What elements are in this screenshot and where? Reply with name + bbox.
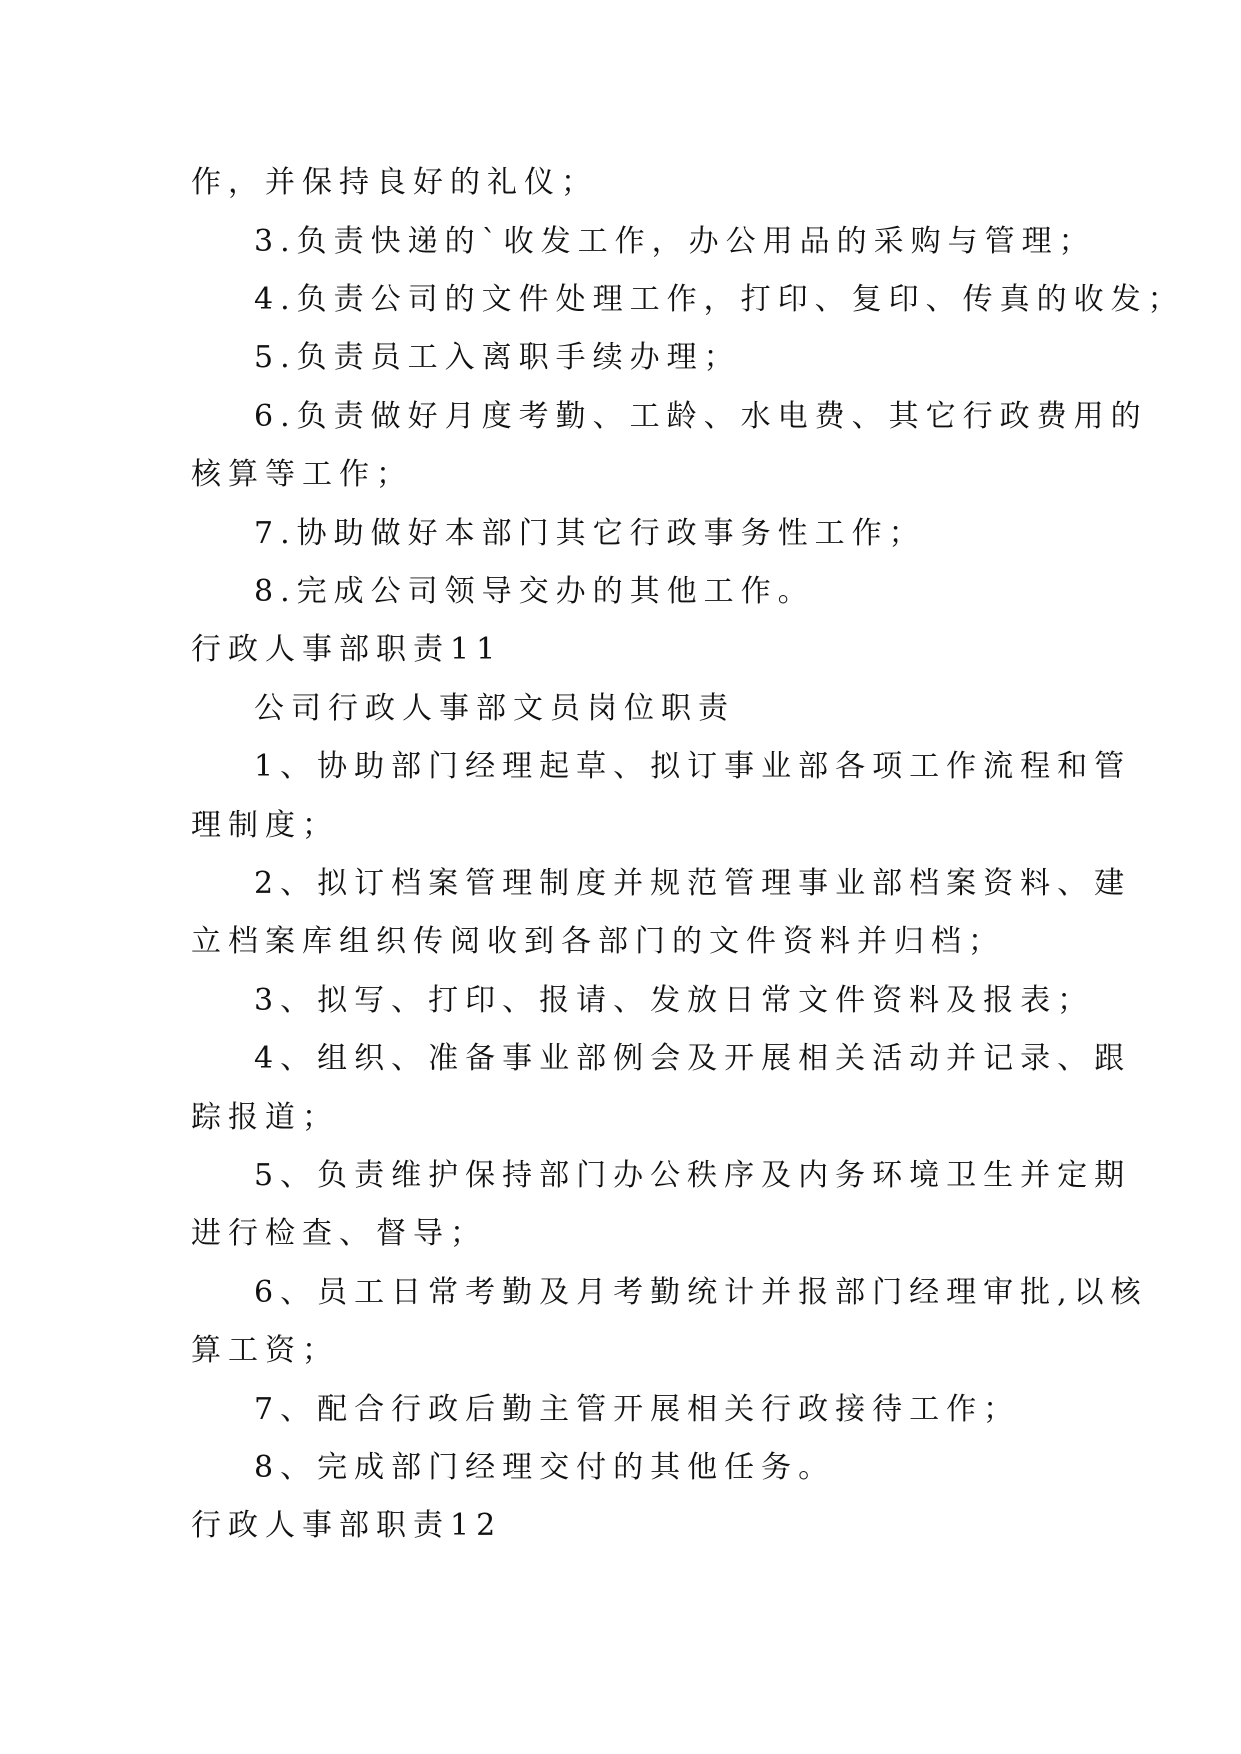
section-heading: 行政人事部职责12 [191, 1508, 503, 1543]
list-item: 2、拟订档案管理制度并规范管理事业部档案资料、建 [254, 866, 1132, 901]
list-item: 6.负责做好月度考勤、工龄、水电费、其它行政费用的 [254, 399, 1148, 434]
section-heading: 行政人事部职责11 [191, 632, 503, 667]
section-subtitle: 公司行政人事部文员岗位职责 [254, 691, 735, 726]
list-item: 8、完成部门经理交付的其他任务。 [254, 1450, 836, 1485]
list-item: 3.负责快递的`收发工作，办公用品的采购与管理； [254, 224, 1096, 259]
text-line: 作，并保持良好的礼仪； [191, 165, 598, 200]
text-line: 理制度； [191, 808, 339, 843]
text-line: 踪报道； [191, 1100, 339, 1135]
list-item: 3、拟写、打印、报请、发放日常文件资料及报表； [254, 983, 1095, 1018]
list-item: 4、组织、准备事业部例会及开展相关活动并记录、跟 [254, 1041, 1132, 1076]
list-item: 8.完成公司领导交办的其他工作。 [254, 574, 815, 609]
text-line: 核算等工作； [191, 457, 413, 492]
text-line: 算工资； [191, 1333, 339, 1368]
text-line: 进行检查、督导； [191, 1216, 487, 1251]
list-item: 7、配合行政后勤主管开展相关行政接待工作； [254, 1392, 1021, 1427]
list-item: 7.协助做好本部门其它行政事务性工作； [254, 516, 926, 551]
list-item: 5.负责员工入离职手续办理； [254, 340, 741, 375]
list-item: 4.负责公司的文件处理工作，打印、复印、传真的收发； [254, 282, 1185, 317]
text-line: 立档案库组织传阅收到各部门的文件资料并归档； [191, 924, 1005, 959]
list-item: 5、负责维护保持部门办公秩序及内务环境卫生并定期 [254, 1158, 1132, 1193]
list-item: 1、协助部门经理起草、拟订事业部各项工作流程和管 [254, 749, 1132, 784]
list-item: 6、员工日常考勤及月考勤统计并报部门经理审批,以核 [254, 1275, 1148, 1310]
